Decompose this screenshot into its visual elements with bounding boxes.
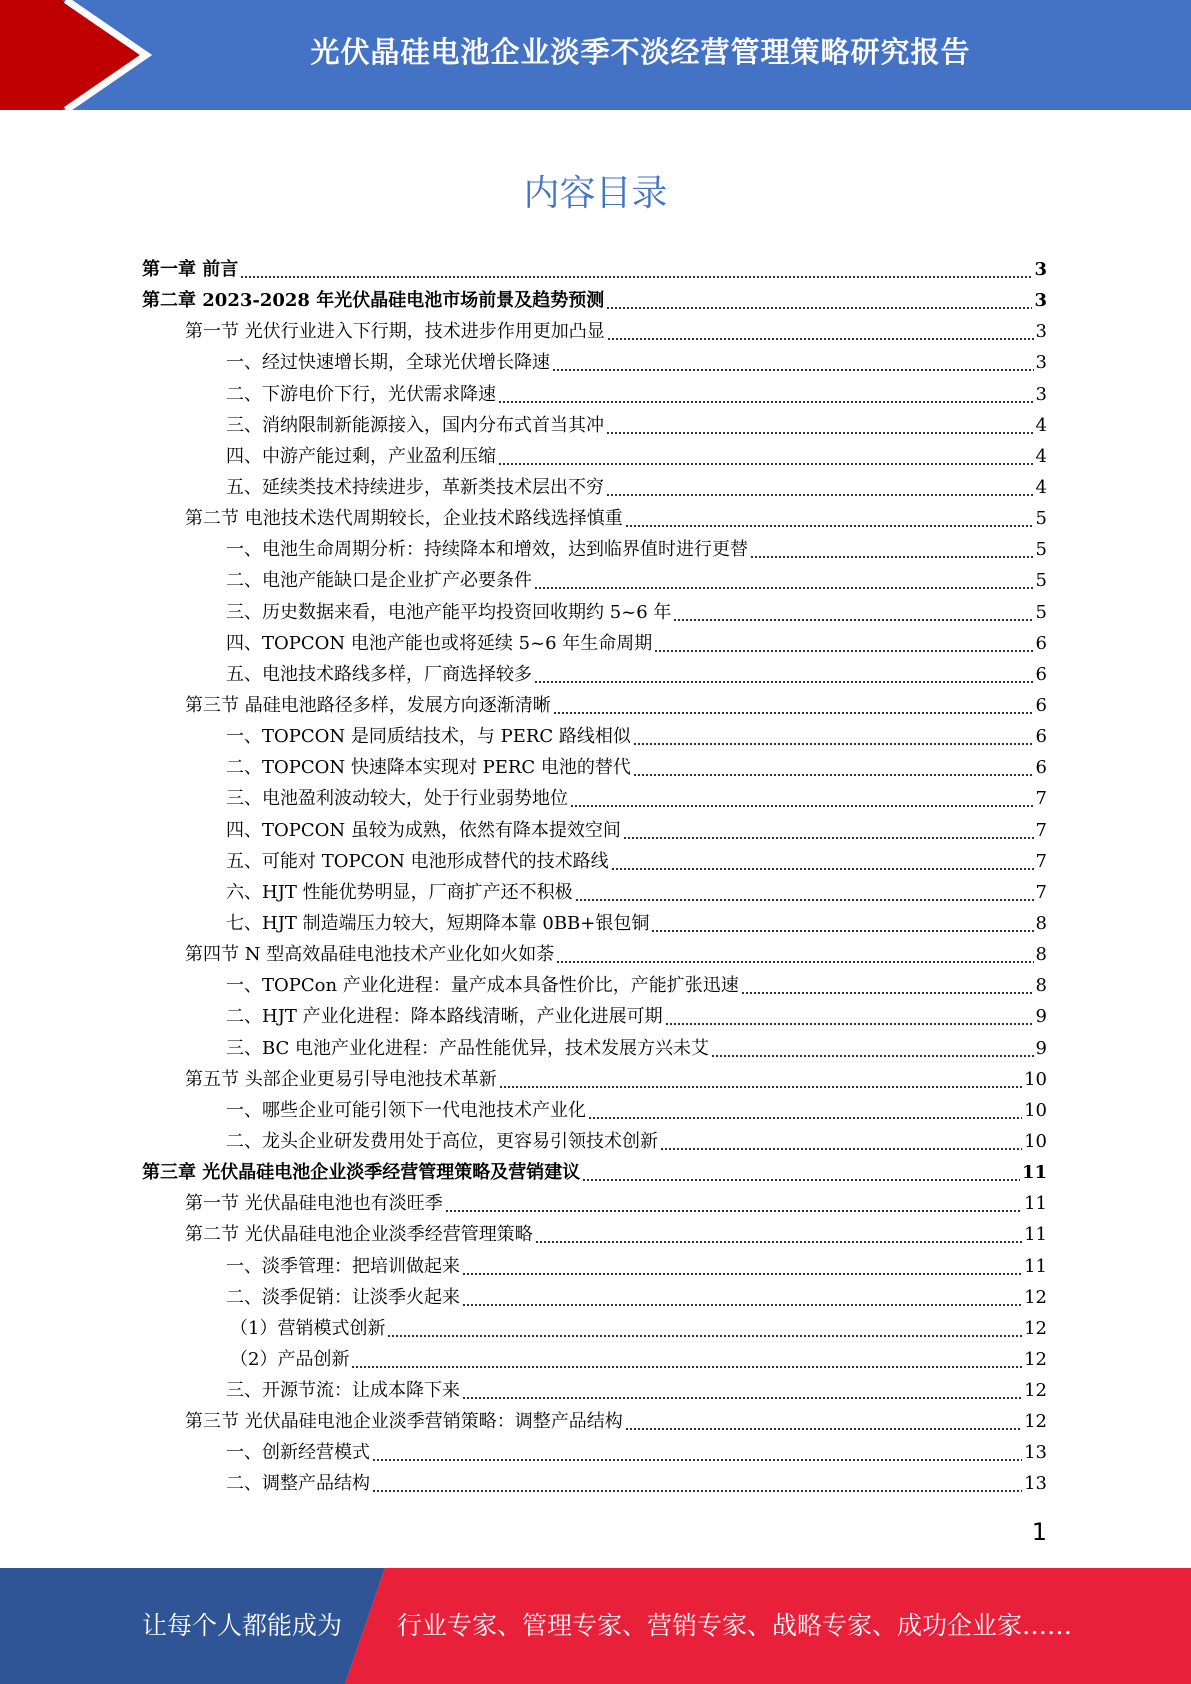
- toc-entry[interactable]: [142, 254, 1047, 285]
- toc-entry-page: 4: [1035, 476, 1047, 498]
- toc-entry-title: （2）产品创新: [230, 1348, 350, 1370]
- toc-entry-page: 9: [1035, 1006, 1047, 1028]
- toc-entry-title: 一、淡季管理：把培训做起来: [226, 1255, 460, 1277]
- toc-entry-title: 第四节 N 型高效晶硅电池技术产业化如火如荼: [185, 944, 555, 966]
- toc-entry-page: 11: [1024, 1224, 1047, 1246]
- toc-entry[interactable]: [142, 1126, 1047, 1157]
- toc-entry[interactable]: [142, 410, 1047, 441]
- toc-dot-leader: [372, 1437, 1022, 1468]
- toc-entry-title: 七、HJT 制造端压力较大，短期降本靠 0BB+银包铜: [226, 912, 650, 934]
- toc-entry-page: 7: [1035, 819, 1047, 841]
- toc-entry-title: 第一节 光伏晶硅电池也有淡旺季: [185, 1193, 443, 1215]
- toc-dot-leader: [553, 690, 1034, 721]
- toc-entry-title: 四、中游产能过剩，产业盈利压缩: [226, 445, 496, 467]
- toc-entry-page: 5: [1035, 570, 1047, 592]
- toc-entry-title: 第一节 光伏行业进入下行期，技术进步作用更加凸显: [185, 321, 605, 343]
- toc-entry[interactable]: [142, 970, 1047, 1001]
- toc-entry-page: 5: [1035, 601, 1047, 623]
- toc-entry-title: 第一章 前言: [142, 259, 239, 280]
- toc-entry-title: 三、开源节流：让成本降下来: [226, 1380, 460, 1402]
- toc-entry-page: 4: [1035, 445, 1047, 467]
- toc-entry-title: 第三章 光伏晶硅电池企业淡季经营管理策略及营销建议: [142, 1162, 581, 1184]
- toc-entry-page: 12: [1024, 1317, 1047, 1339]
- toc-dot-leader: [660, 1126, 1022, 1157]
- toc-entry[interactable]: [142, 1157, 1047, 1188]
- toc-entry-page: 6: [1035, 757, 1047, 779]
- toc-entry-page: 8: [1035, 975, 1047, 997]
- toc-dot-leader: [588, 1095, 1022, 1126]
- footer-slogan-right: 行业专家、管理专家、营销专家、战略专家、成功企业家……: [397, 1611, 1073, 1640]
- toc-entry[interactable]: [142, 379, 1047, 410]
- toc-entry-title: 第三节 光伏晶硅电池企业淡季营销策略：调整产品结构: [185, 1411, 623, 1433]
- toc-dot-leader: [556, 939, 1033, 970]
- toc-entry-page: 13: [1024, 1473, 1047, 1495]
- toc-dot-leader: [351, 1344, 1022, 1375]
- toc-dot-leader: [499, 1064, 1022, 1095]
- toc-entry[interactable]: [142, 939, 1047, 970]
- toc-entry-page: 10: [1024, 1130, 1047, 1152]
- toc-dot-leader: [462, 1375, 1022, 1406]
- toc-entry-title: 三、电池盈利波动较大，处于行业弱势地位: [226, 788, 568, 810]
- toc-entry[interactable]: [142, 1406, 1047, 1437]
- toc-entry-title: 二、HJT 产业化进程：降本路线清晰，产业化进展可期: [226, 1006, 663, 1028]
- toc-entry-title: （1）营销模式创新: [230, 1317, 386, 1339]
- toc-dot-leader: [606, 410, 1034, 441]
- toc-dot-leader: [462, 1282, 1022, 1313]
- toc-entry[interactable]: [142, 1033, 1047, 1064]
- toc-dot-leader: [750, 534, 1034, 565]
- toc-entry[interactable]: [142, 815, 1047, 846]
- toc-entry[interactable]: [142, 1064, 1047, 1095]
- toc-entry-page: 13: [1024, 1442, 1047, 1464]
- toc-dot-leader: [535, 1219, 1022, 1250]
- toc-entry[interactable]: [142, 534, 1047, 565]
- toc-entry-title: 一、经过快速增长期，全球光伏增长降速: [226, 352, 550, 374]
- toc-entry[interactable]: [142, 877, 1047, 908]
- toc-entry[interactable]: [142, 783, 1047, 814]
- toc-dot-leader: [711, 1033, 1033, 1064]
- toc-entry[interactable]: [142, 347, 1047, 378]
- toc-entry[interactable]: [142, 285, 1047, 316]
- toc-entry[interactable]: [142, 1468, 1047, 1499]
- toc-entry-title: 二、下游电价下行，光伏需求降速: [226, 383, 496, 405]
- toc-dot-leader: [462, 1251, 1022, 1282]
- toc-entry-page: 11: [1024, 1255, 1047, 1277]
- toc-entry-page: 6: [1035, 663, 1047, 685]
- toc-dot-leader: [534, 565, 1034, 596]
- toc-entry[interactable]: [142, 1282, 1047, 1313]
- toc-dot-leader: [625, 1406, 1022, 1437]
- toc-heading: 内容目录: [523, 173, 668, 214]
- toc-entry-page: 8: [1035, 944, 1047, 966]
- toc-entry-page: 7: [1035, 881, 1047, 903]
- toc-entry-title: 第五节 头部企业更易引导电池技术革新: [185, 1068, 497, 1090]
- toc-entry-title: 二、淡季促销：让淡季火起来: [226, 1286, 460, 1308]
- toc-entry[interactable]: [142, 1251, 1047, 1282]
- toc-dot-leader: [582, 1157, 1020, 1188]
- toc-entry-page: 10: [1024, 1099, 1047, 1121]
- toc-entry-page: 3: [1035, 352, 1047, 374]
- toc-entry-page: 6: [1035, 694, 1047, 716]
- toc-entry-page: 5: [1035, 539, 1047, 561]
- toc-entry-title: 一、创新经营模式: [226, 1442, 370, 1464]
- toc-entry-title: 四、TOPCON 电池产能也或将延续 5~6 年生命周期: [226, 632, 653, 654]
- toc-entry[interactable]: [142, 628, 1047, 659]
- toc-entry[interactable]: [142, 1219, 1047, 1250]
- toc-dot-leader: [741, 970, 1034, 1001]
- toc-entry-page: 12: [1024, 1380, 1047, 1402]
- toc-entry-title: 二、电池产能缺口是企业扩产必要条件: [226, 570, 532, 592]
- toc-entry[interactable]: [142, 1095, 1047, 1126]
- page-footer: [0, 1568, 1191, 1684]
- toc-entry-page: 12: [1024, 1348, 1047, 1370]
- toc-entry-title: 一、哪些企业可能引领下一代电池技术产业化: [226, 1099, 586, 1121]
- toc-entry[interactable]: [142, 1313, 1047, 1344]
- page-header: [0, 0, 1191, 110]
- toc-entry[interactable]: [142, 1344, 1047, 1375]
- toc-entry-title: 三、消纳限制新能源接入，国内分布式首当其冲: [226, 414, 604, 436]
- toc-dot-leader: [387, 1313, 1022, 1344]
- toc-dot-leader: [606, 472, 1034, 503]
- toc-entry-title: 三、BC 电池产业化进程：产品性能优异，技术发展方兴未艾: [226, 1037, 710, 1059]
- toc-entry-page: 3: [1035, 321, 1047, 343]
- page-number: 1: [1031, 1518, 1047, 1546]
- toc-entry[interactable]: [142, 659, 1047, 690]
- toc-entry-page: 11: [1024, 1193, 1047, 1215]
- toc-dot-leader: [633, 752, 1034, 783]
- toc-entry[interactable]: [142, 503, 1047, 534]
- toc-entry[interactable]: [142, 908, 1047, 939]
- toc-entry-page: 7: [1035, 788, 1047, 810]
- toc-entry[interactable]: [142, 1375, 1047, 1406]
- toc-dot-leader: [611, 846, 1034, 877]
- toc-entry-title: 三、历史数据来看，电池产能平均投资回收期约 5~6 年: [226, 601, 672, 623]
- toc-entry[interactable]: [142, 1437, 1047, 1468]
- toc-entry-title: 一、TOPCON 是同质结技术，与 PERC 路线相似: [226, 726, 631, 748]
- toc-dot-leader: [552, 347, 1034, 378]
- toc-dot-leader: [575, 877, 1034, 908]
- toc-entry[interactable]: [142, 846, 1047, 877]
- toc-entry-page: 10: [1024, 1068, 1047, 1090]
- toc-entry-page: 4: [1035, 414, 1047, 436]
- toc-dot-leader: [606, 285, 1032, 316]
- toc-entry-page: 7: [1035, 850, 1047, 872]
- toc-entry[interactable]: [142, 1188, 1047, 1219]
- toc-entry-title: 一、电池生命周期分析：持续降本和增效，达到临界值时进行更替: [226, 539, 748, 561]
- toc-entry-page: 11: [1021, 1162, 1047, 1184]
- toc-entry-title: 五、电池技术路线多样，厂商选择较多: [226, 663, 532, 685]
- toc-entry[interactable]: [142, 565, 1047, 596]
- toc-entry-title: 四、TOPCON 虽较为成熟，依然有降本提效空间: [226, 819, 621, 841]
- toc-entry-page: 12: [1024, 1286, 1047, 1308]
- toc-dot-leader: [240, 254, 1032, 285]
- toc-entry[interactable]: [142, 721, 1047, 752]
- toc-entry-page: 3: [1034, 259, 1047, 280]
- toc-dot-leader: [654, 628, 1033, 659]
- toc-entry[interactable]: [142, 441, 1047, 472]
- toc-dot-leader: [651, 908, 1033, 939]
- toc-entry-title: 二、TOPCON 快速降本实现对 PERC 电池的替代: [226, 757, 631, 779]
- toc-dot-leader: [625, 503, 1034, 534]
- toc-entry-page: 3: [1034, 290, 1047, 312]
- toc-dot-leader: [673, 597, 1033, 628]
- toc-entry-page: 3: [1035, 383, 1047, 405]
- toc-dot-leader: [372, 1468, 1022, 1499]
- toc-entry-title: 六、HJT 性能优势明显，厂商扩产还不积极: [226, 881, 573, 903]
- toc-dot-leader: [665, 1001, 1034, 1032]
- report-title: 光伏晶硅电池企业淡季不淡经营管理策略研究报告: [310, 34, 971, 69]
- toc-entry-title: 第三节 晶硅电池路径多样，发展方向逐渐清晰: [185, 694, 551, 716]
- toc-entry-title: 五、可能对 TOPCON 电池形成替代的技术路线: [226, 850, 609, 872]
- toc-dot-leader: [534, 659, 1034, 690]
- toc-entry-title: 第二节 电池技术迭代周期较长，企业技术路线选择慎重: [185, 508, 623, 530]
- toc-entry-page: 9: [1035, 1037, 1047, 1059]
- toc-entry[interactable]: [142, 752, 1047, 783]
- toc-dot-leader: [498, 379, 1034, 410]
- toc-entry-page: 8: [1035, 912, 1047, 934]
- toc-dot-leader: [607, 316, 1034, 347]
- toc-entry-title: 一、TOPCon 产业化进程：量产成本具备性价比，产能扩张迅速: [226, 975, 739, 997]
- toc-dot-leader: [445, 1188, 1022, 1219]
- toc-entry-title: 二、龙头企业研发费用处于高位，更容易引领技术创新: [226, 1130, 658, 1152]
- table-of-contents: [142, 254, 1047, 1500]
- toc-entry-page: 6: [1035, 632, 1047, 654]
- toc-entry[interactable]: [142, 597, 1047, 628]
- toc-entry[interactable]: [142, 472, 1047, 503]
- toc-dot-leader: [498, 441, 1034, 472]
- toc-entry-title: 第二节 光伏晶硅电池企业淡季经营管理策略: [185, 1224, 533, 1246]
- toc-dot-leader: [633, 721, 1034, 752]
- toc-entry[interactable]: [142, 1001, 1047, 1032]
- toc-entry[interactable]: [142, 316, 1047, 347]
- toc-entry-title: 第二章 2023-2028 年光伏晶硅电池市场前景及趋势预测: [142, 290, 605, 312]
- toc-dot-leader: [570, 783, 1034, 814]
- toc-entry-title: 二、调整产品结构: [226, 1473, 370, 1495]
- toc-entry[interactable]: [142, 690, 1047, 721]
- footer-slogan-left: 让每个人都能成为: [142, 1611, 343, 1640]
- toc-entry-page: 6: [1035, 726, 1047, 748]
- toc-dot-leader: [623, 815, 1034, 846]
- toc-entry-page: 12: [1024, 1411, 1047, 1433]
- toc-entry-title: 五、延续类技术持续进步，革新类技术层出不穷: [226, 476, 604, 498]
- toc-entry-page: 5: [1035, 508, 1047, 530]
